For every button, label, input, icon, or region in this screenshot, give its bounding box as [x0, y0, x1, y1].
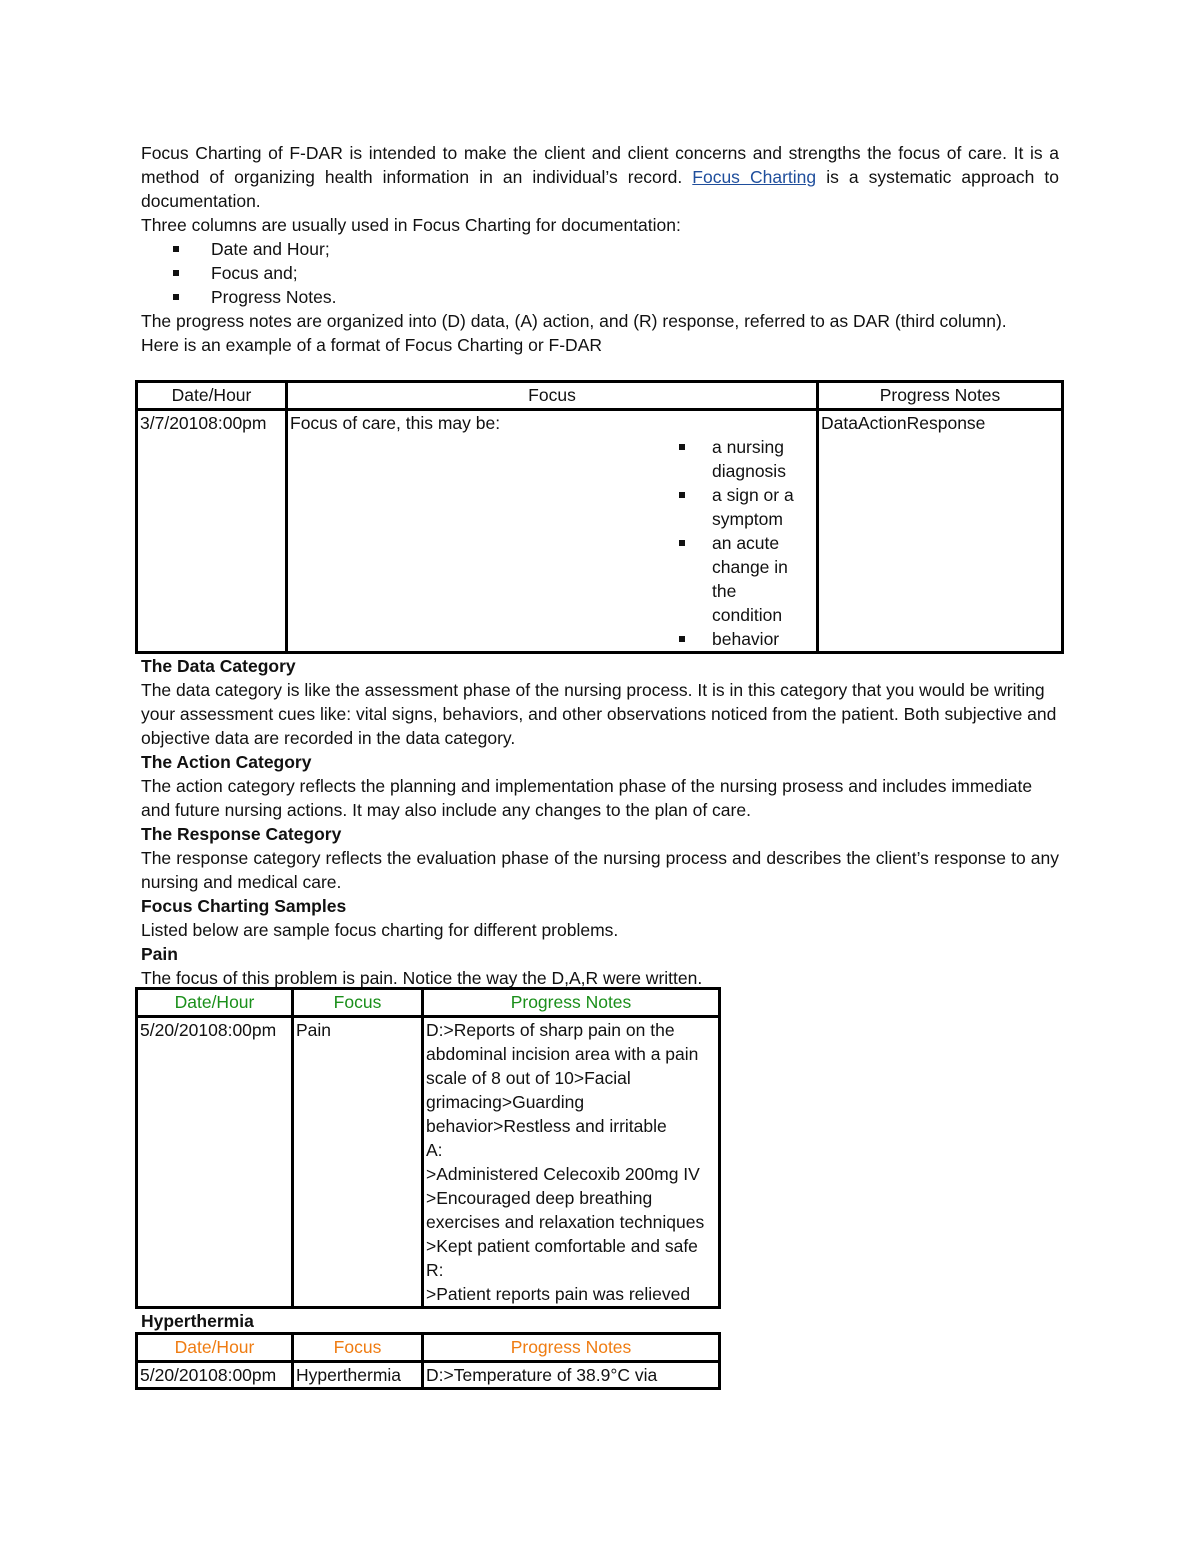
focus-intro: Focus of care, this may be:	[290, 413, 501, 433]
list-item: an acute change in the condition	[712, 531, 802, 627]
focus-list	[290, 435, 814, 651]
column-header: Date/Hour	[137, 989, 293, 1017]
column-header: Focus	[293, 989, 423, 1017]
table-row	[137, 410, 1063, 653]
categories-section	[141, 654, 1059, 990]
data-category-text: The data category is like the assessment phase of the nursing process. It is in this category that you would be writing your assessment cues like: vital signs, behaviors, and other observations noticed from the patient. Both subjective and objective data are recorded in the data category.	[141, 680, 1057, 748]
intro-text-after-link: is a systematic approach to documentation.	[141, 167, 1059, 211]
date-cell: 5/20/20108:00pm	[137, 1362, 293, 1389]
list-item: Date and Hour;	[211, 237, 1059, 261]
fdar-format-table	[135, 380, 1064, 654]
progress-notes-cell	[423, 1017, 720, 1308]
list-item: Focus and;	[211, 261, 1059, 285]
column-header: Progress Notes	[818, 382, 1063, 410]
column-header: Date/Hour	[137, 382, 287, 410]
note-line: >Patient reports pain was relieved	[426, 1284, 691, 1304]
focus-cell: Hyperthermia	[293, 1362, 423, 1389]
pain-table	[135, 987, 721, 1309]
column-header: Focus	[293, 1334, 423, 1362]
response-category-text: The response category reflects the evaluation phase of the nursing process and describes the client’s response to any nursing and medical care.	[141, 848, 1059, 892]
list-item: a nursing diagnosis	[712, 435, 802, 483]
samples-text: Listed below are sample focus charting for different problems.	[141, 920, 619, 940]
response-category-heading: The Response Category	[141, 824, 342, 844]
column-header: Progress Notes	[423, 989, 720, 1017]
note-line: D:>Reports of sharp pain on the abdominal incision area with a pain scale of 8 out of 10>Facial grimacing>Guarding behavior>Restless and irritable	[426, 1020, 699, 1136]
date-cell: 3/7/20108:00pm	[137, 410, 287, 653]
dar-sentence: The progress notes are organized into (D) data, (A) action, and (R) response, referred to as DAR (third column).	[141, 311, 1007, 331]
note-line: >Encouraged deep breathing exercises and relaxation techniques	[426, 1188, 705, 1232]
pain-heading: Pain	[141, 944, 178, 964]
columns-intro: Three columns are usually used in Focus Charting for documentation:	[141, 215, 681, 235]
note-line: >Administered Celecoxib 200mg IV	[426, 1164, 700, 1184]
action-category-text: The action category reflects the planning and implementation phase of the nursing prosess and includes immediate and future nursing actions. It may also include any changes to the plan of care.	[141, 776, 1033, 820]
note-line: >Kept patient comfortable and safe	[426, 1236, 698, 1256]
list-item: behavior	[712, 627, 802, 651]
column-header: Date/Hour	[137, 1334, 293, 1362]
table-row	[137, 1017, 720, 1308]
progress-notes-cell: D:>Temperature of 38.9°C via	[423, 1362, 720, 1389]
progress-cell: DataActionResponse	[818, 410, 1063, 653]
hyperthermia-table	[135, 1332, 721, 1390]
list-item: Progress Notes.	[211, 285, 1059, 309]
table-header-row	[137, 989, 720, 1017]
table-row	[137, 1362, 720, 1389]
focus-charting-link[interactable]: Focus Charting	[692, 167, 817, 187]
column-header: Focus	[287, 382, 818, 410]
intro-paragraph	[141, 141, 1059, 213]
note-line: R:	[426, 1260, 444, 1280]
date-cell: 5/20/20108:00pm	[137, 1017, 293, 1308]
note-line: A:	[426, 1140, 443, 1160]
columns-list	[141, 237, 1059, 309]
samples-heading: Focus Charting Samples	[141, 896, 347, 916]
document-intro	[141, 141, 1059, 357]
list-item: a sign or a symptom	[712, 483, 802, 531]
column-header: Progress Notes	[423, 1334, 720, 1362]
pain-text: The focus of this problem is pain. Notice the way the D,A,R were written.	[141, 968, 703, 988]
table-header-row	[137, 1334, 720, 1362]
example-sentence: Here is an example of a format of Focus Charting or F-DAR	[141, 335, 603, 355]
data-category-heading: The Data Category	[141, 656, 296, 676]
intro-text: Focus Charting of F-DAR is intended to make the client and client concerns and strengths the focus of care. It is a method of organizing health information in an individual’s record.	[141, 143, 1059, 187]
focus-cell: Pain	[293, 1017, 423, 1308]
hyperthermia-heading: Hyperthermia	[141, 1311, 254, 1331]
table-header-row	[137, 382, 1063, 410]
action-category-heading: The Action Category	[141, 752, 312, 772]
focus-cell	[287, 410, 818, 653]
